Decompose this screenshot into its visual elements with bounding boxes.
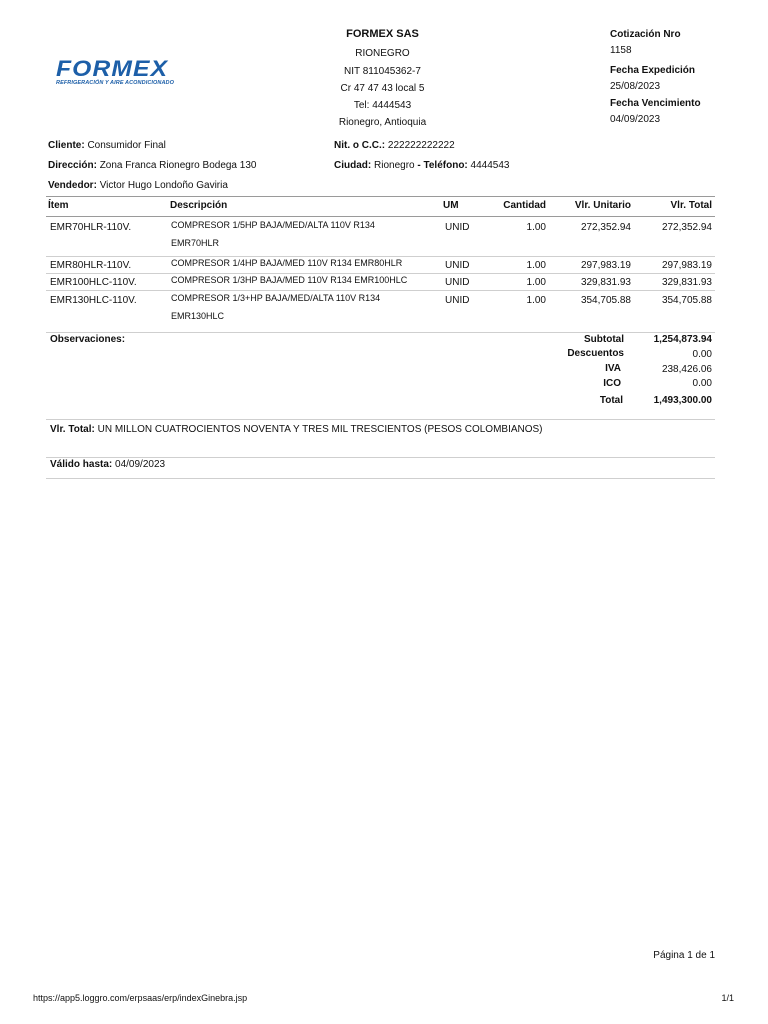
- issue-date-label: Fecha Expedición: [610, 65, 696, 76]
- address-value: Zona Franca Rionegro Bodega 130: [99, 160, 257, 171]
- seller-field: [48, 180, 228, 191]
- row-description-cont: EMR70HLR: [171, 238, 220, 248]
- row-unit-value: 297,983.19: [580, 260, 631, 271]
- logo-wordmark: FORMEX: [56, 56, 169, 81]
- observations-label: Observaciones:: [50, 334, 126, 345]
- row-quantity: 1.00: [526, 260, 546, 271]
- row-item: EMR80HLR-110V.: [50, 260, 132, 271]
- summary-divider: [46, 419, 715, 420]
- row-um: UNID: [445, 260, 470, 271]
- table-top-border: [46, 196, 715, 197]
- col-header-item: Ítem: [48, 200, 69, 211]
- col-header-quantity: Cantidad: [503, 200, 546, 211]
- total-label: Total: [599, 395, 623, 406]
- iva-label: IVA: [605, 363, 621, 374]
- client-label: Cliente:: [48, 140, 85, 151]
- valid-until-value: 04/09/2023: [115, 459, 166, 470]
- city-phone-field: [334, 160, 509, 171]
- total-in-words: [50, 424, 543, 435]
- row-divider: [46, 273, 715, 274]
- issue-date: 25/08/2023: [610, 81, 661, 92]
- subtotal-value: 1,254,873.94: [653, 334, 712, 345]
- row-um: UNID: [445, 277, 470, 288]
- table-header-border: [46, 216, 715, 217]
- col-header-um: UM: [443, 200, 459, 211]
- page-number: Página 1 de 1: [653, 950, 715, 961]
- row-item: EMR130HLC-110V.: [50, 295, 137, 306]
- valid-until-divider: [46, 478, 715, 479]
- row-total-value: 272,352.94: [661, 222, 712, 233]
- iva-value: 238,426.06: [661, 364, 712, 375]
- row-divider: [46, 290, 715, 291]
- quote-number: 1158: [610, 45, 632, 56]
- row-unit-value: 354,705.88: [580, 295, 631, 306]
- row-unit-value: 272,352.94: [580, 222, 631, 233]
- row-item: EMR100HLC-110V.: [50, 277, 137, 288]
- row-total-value: 329,831.93: [661, 277, 712, 288]
- row-um: UNID: [445, 295, 470, 306]
- nit-field: [334, 140, 455, 151]
- ico-label: ICO: [603, 378, 621, 389]
- company-phone: Tel: 4444543: [353, 100, 412, 111]
- valid-until-label: Válido hasta:: [50, 459, 113, 470]
- row-divider: [46, 256, 715, 257]
- print-page-count: 1/1: [721, 993, 734, 1003]
- ico-value: 0.00: [692, 378, 712, 389]
- company-nit: NIT 811045362-7: [344, 66, 421, 77]
- city-phone-separator: -: [417, 160, 421, 171]
- company-address: Cr 47 47 43 local 5: [340, 83, 425, 94]
- company-city-line: RIONEGRO: [355, 48, 410, 59]
- city-label: Ciudad:: [334, 160, 372, 171]
- nit-value: 222222222222: [387, 140, 455, 151]
- row-description: COMPRESOR 1/3+HP BAJA/MED/ALTA 110V R134: [171, 293, 381, 303]
- city-value: Rionegro: [374, 160, 415, 171]
- seller-value: Victor Hugo Londoño Gaviria: [99, 180, 228, 191]
- seller-label: Vendedor:: [48, 180, 97, 191]
- total-words-label: Vlr. Total:: [50, 424, 95, 435]
- quote-number-label: Cotización Nro: [610, 29, 681, 40]
- due-date: 04/09/2023: [610, 114, 661, 125]
- table-bottom-border: [46, 332, 715, 333]
- row-description: COMPRESOR 1/3HP BAJA/MED 110V R134 EMR100HLC: [171, 275, 408, 285]
- row-quantity: 1.00: [526, 295, 546, 306]
- row-um: UNID: [445, 222, 470, 233]
- client-field: [48, 140, 166, 151]
- row-description: COMPRESOR 1/4HP BAJA/MED 110V R134 EMR80HLR: [171, 258, 403, 268]
- company-location: Rionegro, Antioquia: [338, 117, 427, 128]
- col-header-unit-value: Vlr. Unitario: [574, 200, 631, 211]
- valid-until: [50, 459, 165, 470]
- row-description-cont: EMR130HLC: [171, 311, 225, 321]
- phone-label: Teléfono:: [423, 160, 468, 171]
- print-url: https://app5.loggro.com/erpsaas/erp/indexGinebra.jsp: [33, 993, 248, 1003]
- col-header-description: Descripción: [170, 200, 228, 211]
- total-value: 1,493,300.00: [653, 395, 712, 406]
- due-date-label: Fecha Vencimiento: [610, 98, 701, 109]
- row-item: EMR70HLR-110V.: [50, 222, 132, 233]
- company-name: FORMEX SAS: [346, 28, 419, 40]
- client-value: Consumidor Final: [87, 140, 166, 151]
- row-unit-value: 329,831.93: [580, 277, 631, 288]
- address-field: [48, 160, 256, 171]
- row-total-value: 297,983.19: [661, 260, 712, 271]
- row-quantity: 1.00: [526, 277, 546, 288]
- row-description: COMPRESOR 1/5HP BAJA/MED/ALTA 110V R134: [171, 220, 375, 230]
- discount-label: Descuentos: [567, 348, 624, 359]
- total-words-value: UN MILLON CUATROCIENTOS NOVENTA Y TRES MIL TRESCIENTOS (PESOS COLOMBIANOS): [97, 424, 543, 435]
- subtotal-label: Subtotal: [584, 334, 624, 345]
- total-words-divider: [46, 457, 715, 458]
- nit-label: Nit. o C.C.:: [334, 140, 386, 151]
- logo-tagline: REFRIGERACIÓN Y AIRE ACONDICIONADO: [56, 80, 174, 86]
- col-header-total-value: Vlr. Total: [670, 200, 712, 211]
- row-quantity: 1.00: [526, 222, 546, 233]
- discount-value: 0.00: [692, 349, 712, 360]
- phone-value: 4444543: [470, 160, 510, 171]
- row-total-value: 354,705.88: [661, 295, 712, 306]
- address-label: Dirección:: [48, 160, 97, 171]
